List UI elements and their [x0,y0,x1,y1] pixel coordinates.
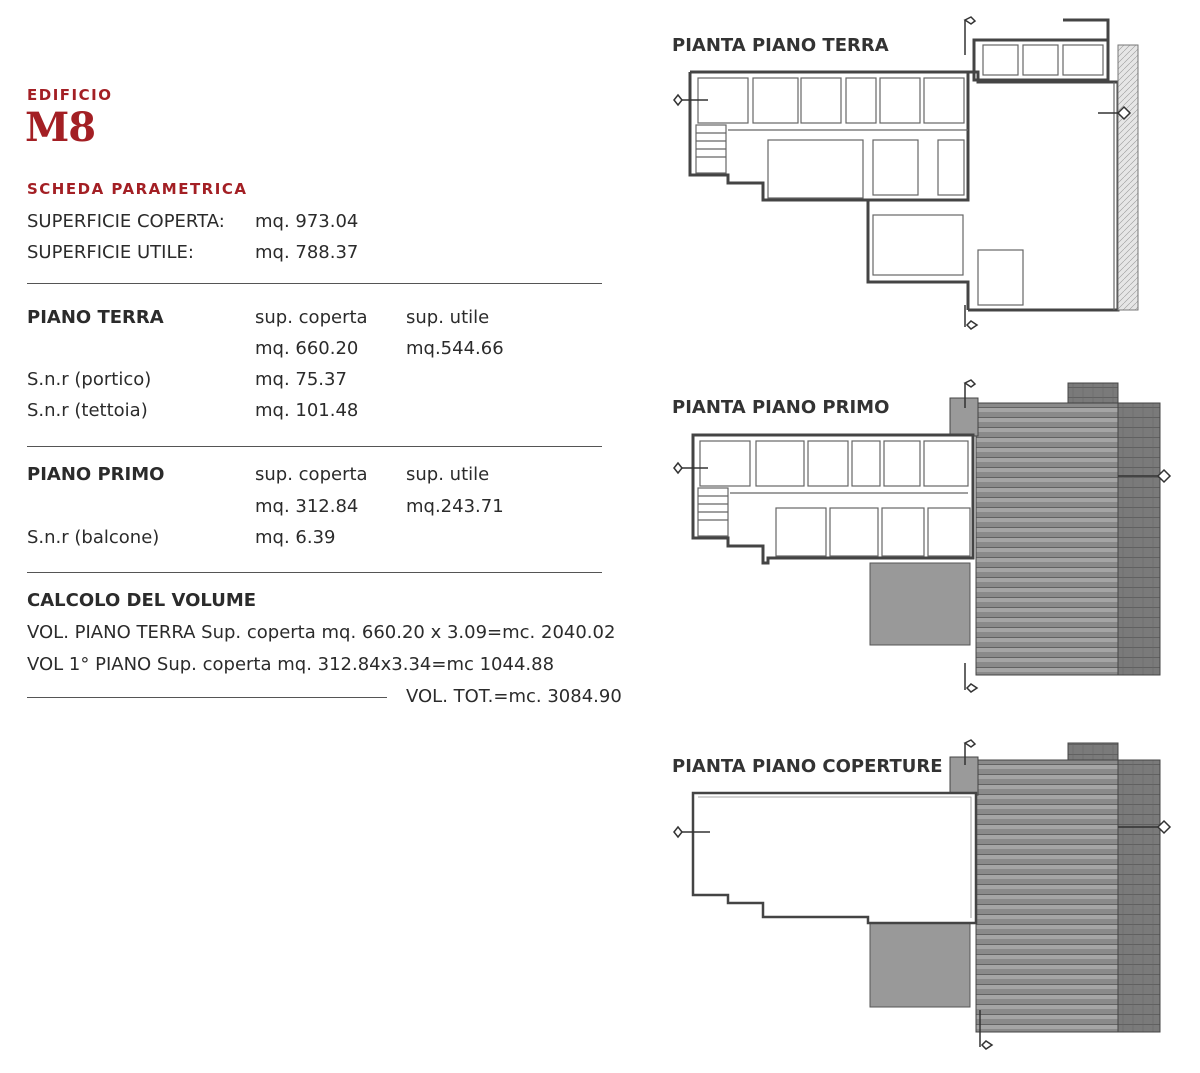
piano-terra-coperta-value: mq. 660.20 [255,338,359,359]
plan-terra-drawing [668,15,1148,335]
volume-line-terra: VOL. PIANO TERRA Sup. coperta mq. 660.20 x 3.09=mc. 2040.02 [27,622,616,643]
volume-title: CALCOLO DEL VOLUME [27,590,257,611]
plan-coperture-drawing [668,735,1168,1055]
piano-primo-coperta-value: mq. 312.84 [255,496,359,517]
snr-tettoia-label: S.n.r (tettoia) [27,400,148,421]
divider [27,446,602,447]
piano-primo-utile-value: mq.243.71 [406,496,504,517]
superficie-coperta-label: SUPERFICIE COPERTA: [27,211,225,232]
snr-tettoia-value: mq. 101.48 [255,400,359,421]
plan-terra-title: PIANTA PIANO TERRA [672,35,889,56]
snr-balcone-label: S.n.r (balcone) [27,527,160,548]
volume-total: VOL. TOT.=mc. 3084.90 [406,686,622,707]
piano-primo-col1-header: sup. coperta [255,464,368,485]
snr-balcone-value: mq. 6.39 [255,527,336,548]
piano-terra-col2-header: sup. utile [406,307,490,328]
building-code: M8 [25,104,96,151]
piano-primo-col2-header: sup. utile [406,464,490,485]
superficie-coperta-value: mq. 973.04 [255,211,359,232]
piano-terra-title: PIANO TERRA [27,307,164,328]
scheda-title: SCHEDA PARAMETRICA [27,180,248,198]
divider [27,572,602,573]
plan-primo-drawing [668,378,1168,698]
volume-line-primo: VOL 1° PIANO Sup. coperta mq. 312.84x3.34=mc 1044.88 [27,654,555,675]
superficie-utile-value: mq. 788.37 [255,242,359,263]
snr-portico-value: mq. 75.37 [255,369,347,390]
piano-primo-title: PIANO PRIMO [27,464,165,485]
superficie-utile-label: SUPERFICIE UTILE: [27,242,194,263]
building-kicker: EDIFICIO [27,86,113,104]
piano-terra-utile-value: mq.544.66 [406,338,504,359]
piano-terra-col1-header: sup. coperta [255,307,368,328]
snr-portico-label: S.n.r (portico) [27,369,152,390]
divider [27,283,602,284]
plan-coperture-title: PIANTA PIANO COPERTURE [672,756,943,777]
divider [27,697,387,698]
plan-primo-title: PIANTA PIANO PRIMO [672,397,890,418]
